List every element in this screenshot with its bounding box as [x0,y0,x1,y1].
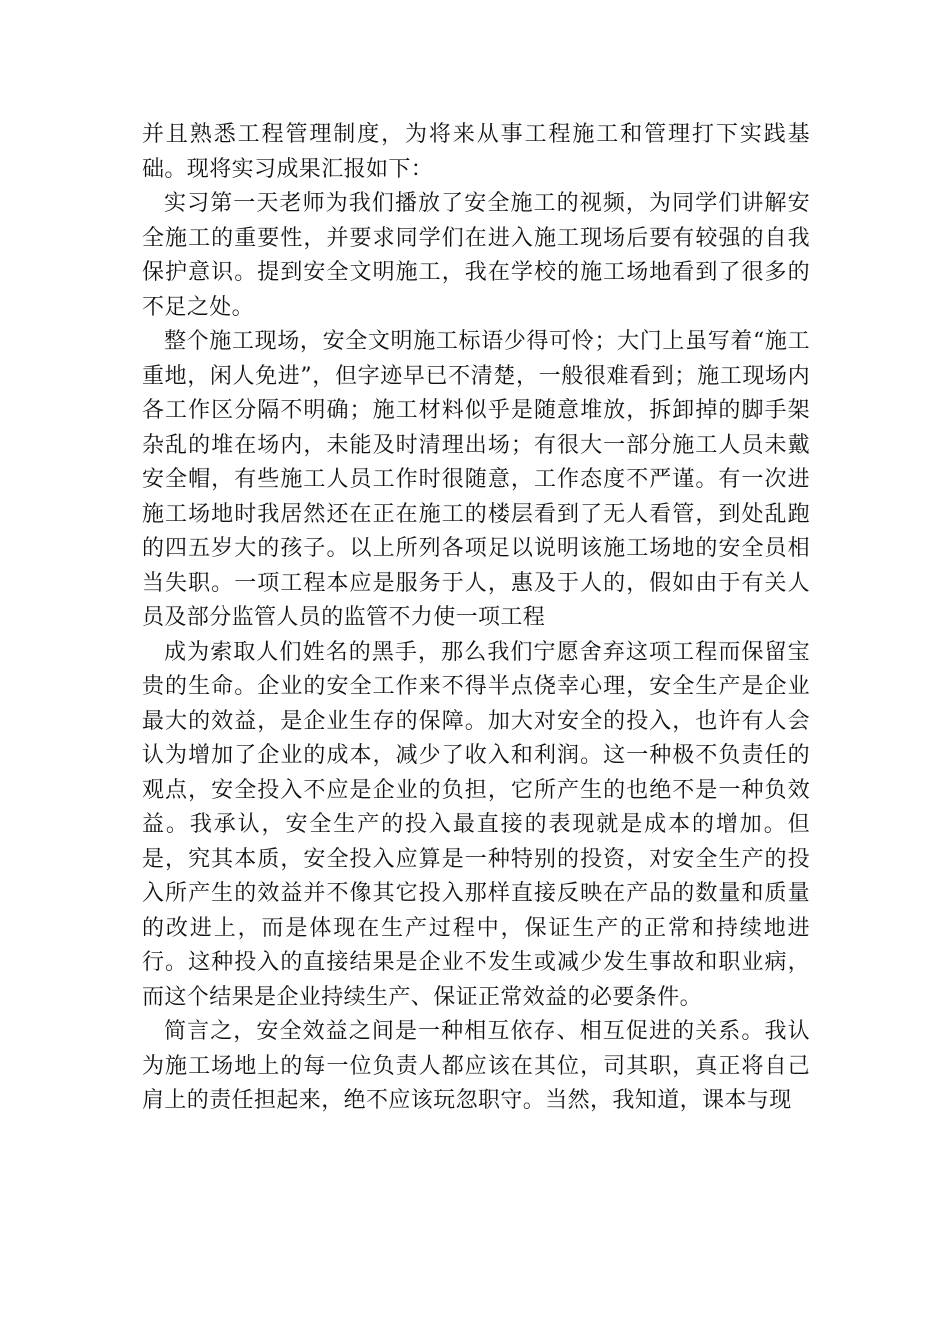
paragraph-2: 实习第一天老师为我们播放了安全施工的视频，为同学们讲解安全施工的重要性，并要求同学们在进入施工现场后要有较强的自我保护意识。提到安全文明施工，我在学校的施工场地看到了很多的不足之处。 [142,191,810,320]
paragraph-5: 简言之，安全效益之间是一种相互依存、相互促进的关系。我认为施工场地上的每一位负责人都应该在其位，司其职，真正将自己肩上的责任担起来，绝不应该玩忽职守。当然，我知道，课本与现 [142,1019,810,1113]
document-body [142,118,810,1119]
paragraph-3: 整个施工现场，安全文明施工标语少得可怜；大门上虽写着“施工重地，闲人免进”，但字迹早已不清楚，一般很难看到；施工现场内各工作区分隔不明确；施工材料似乎是随意堆放，拆卸掉的脚手架杂乱的堆在场内，未能及时清理出场；有很大一部分施工人员未戴安全帽，有些施工人员工作时很随意，工作态度不严谨。有一次进施工场地时我居然还在正在施工的楼层看到了无人看管，到处乱跑的四五岁大的孩子。以上所列各项足以说明该施工场地的安全员相当失职。一项工程本应是服务于人，惠及于人的，假如由于有关人员及部分监管人员的监管不力使一项工程 [142,329,810,630]
paragraph-1: 并且熟悉工程管理制度，为将来从事工程施工和管理打下实践基础。现将实习成果汇报如下： [142,122,810,182]
paragraph-4: 成为索取人们姓名的黑手，那么我们宁愿舍弃这项工程而保留宝贵的生命。企业的安全工作来不得半点侥幸心理，安全生产是企业最大的效益，是企业生存的保障。加大对安全的投入，也许有人会认为增加了企业的成本，减少了收入和利润。这一种极不负责任的观点，安全投入不应是企业的负担，它所产生的也绝不是一种负效益。我承认，安全生产的投入最直接的表现就是成本的增加。但是，究其本质，安全投入应算是一种特别的投资，对安全生产的投入所产生的效益并不像其它投入那样直接反映在产品的数量和质量的改进上，而是体现在生产过程中，保证生产的正常和持续地进行。这种投入的直接结果是企业不发生或减少发生事故和职业病，而这个结果是企业持续生产、保证正常效益的必要条件。 [142,639,810,1010]
